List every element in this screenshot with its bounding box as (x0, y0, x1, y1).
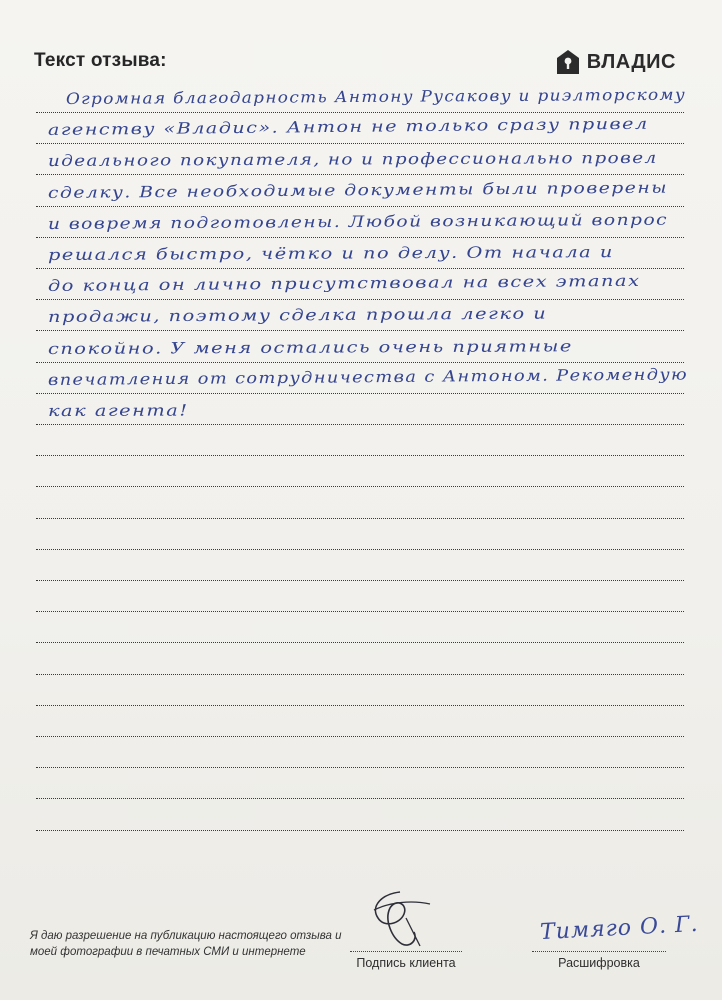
decode-label: Расшифровка (558, 956, 640, 970)
signature-label: Подпись клиента (356, 956, 456, 970)
decode-field (532, 880, 666, 970)
decode-handwriting: Тимяго О. Г. (539, 911, 700, 946)
brand-name: ВЛАДИС (586, 50, 676, 73)
review-line: Огромная благодарность Антону Русакову и риэлторскому (65, 85, 687, 108)
review-line: идеального покупателя, но и профессионально провел (47, 149, 658, 171)
review-line: сделку. Все необходимые документы были проверены (47, 178, 669, 202)
review-line: до конца он лично присутствовал на всех этапах (47, 272, 641, 296)
review-line: впечатления от сотрудничества с Антоном. Рекомендую (47, 365, 689, 389)
form-title: Текст отзыва: (34, 50, 167, 71)
review-line: агенству «Владис». Антон не только сразу привел (47, 114, 649, 140)
consent-text: Я даю разрешение на публикацию настоящего отзыва и моей фотографии в печатных СМИ и интернете (30, 930, 342, 958)
signature-line (350, 951, 462, 952)
review-line: как агента! (47, 401, 189, 420)
review-line: спокойно. У меня остались очень приятные (47, 336, 573, 358)
review-line: решался быстро, чётко и по делу. От начала и (47, 243, 614, 264)
decode-line (532, 951, 666, 952)
review-line: и вовремя подготовлены. Любой возникающий вопрос (47, 210, 669, 233)
signature-field (350, 880, 462, 970)
review-line: продажи, поэтому сделка прошла легко и (47, 304, 548, 327)
